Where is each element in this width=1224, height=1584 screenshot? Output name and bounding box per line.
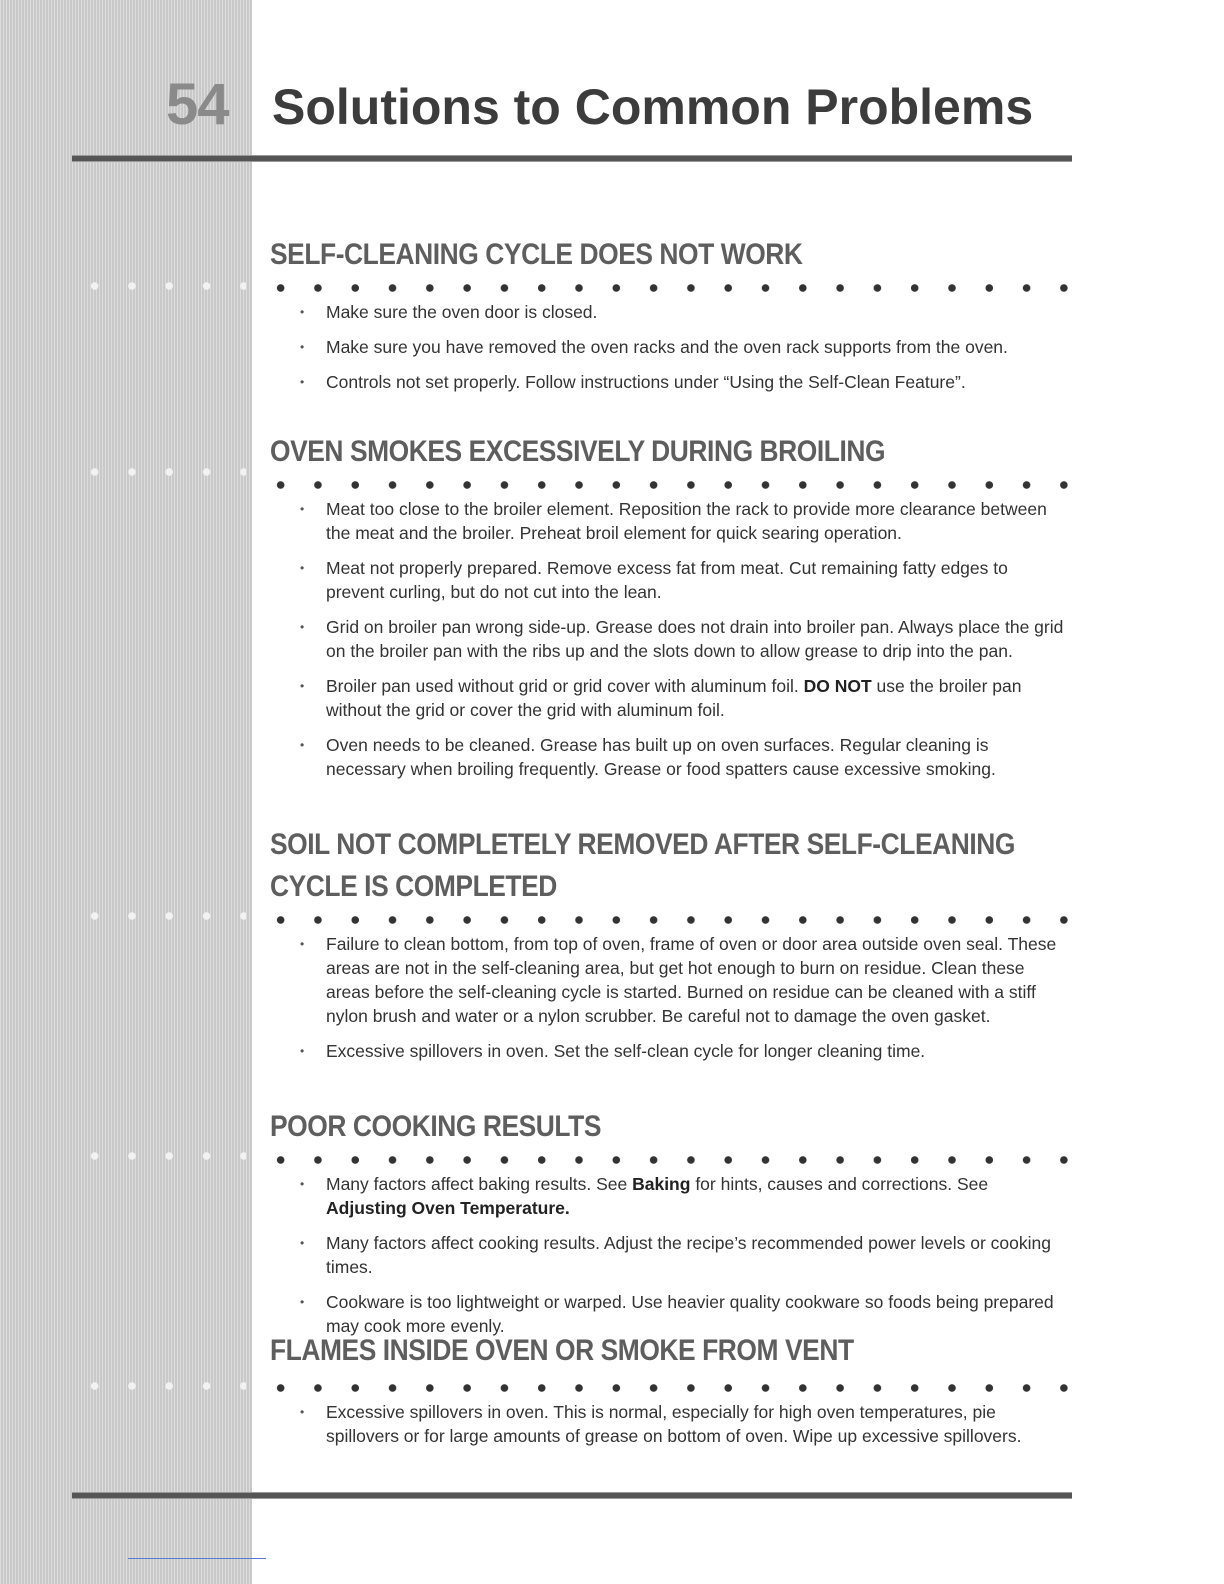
- list-item: • Grid on broiler pan wrong side-up. Grease does not drain into broiler pan. Always place the grid on the broiler pan with the ribs up and the slots down to allow grease to drip into the pan.: [270, 615, 1070, 663]
- section-title-line2: CYCLE IS COMPLETED: [270, 870, 557, 903]
- section-broiling-smoke: [270, 429, 1070, 792]
- section-title: OVEN SMOKES EXCESSIVELY DURING BROILING: [270, 435, 886, 468]
- list-item: • Oven needs to be cleaned. Grease has built up on oven surfaces. Regular cleaning is necessary when broiling frequently. Grease or food spatters cause excessive smoking.: [270, 733, 1070, 781]
- dotted-divider: [262, 479, 1070, 491]
- emphasis-text: Adjusting Oven Temperature.: [326, 1198, 570, 1218]
- bullet-list: [270, 497, 1070, 781]
- bullet-list: [270, 1172, 1070, 1338]
- dotted-divider: [262, 914, 1070, 926]
- bullet-list: [270, 300, 1070, 394]
- sidebar-dots: [76, 280, 246, 292]
- item-text: for hints, causes and corrections. See: [690, 1174, 989, 1194]
- footer-link-line: [128, 1558, 266, 1559]
- sidebar-dots: [76, 466, 246, 478]
- emphasis-text: DO NOT: [803, 676, 872, 696]
- list-item: • Failure to clean bottom, from top of oven, frame of oven or door area outside oven seal. These areas are not in the self-cleaning area, but get hot enough to burn on residue. Clean these areas before the self-cleaning cycle is started. Burned on residue can be cleaned with a stiff nylon brush and water or a nylon scrubber. Be careful not to damage the oven gasket.: [270, 932, 1070, 1028]
- bullet-list: [270, 1400, 1070, 1448]
- section-title: SELF-CLEANING CYCLE DOES NOT WORK: [270, 238, 803, 271]
- list-item: [270, 1172, 1070, 1220]
- list-item: • Controls not set properly. Follow instructions under “Using the Self-Clean Feature”.: [270, 370, 1070, 394]
- page-number: 54: [166, 72, 229, 137]
- bullet-list: [270, 932, 1070, 1063]
- list-item: • Cookware is too lightweight or warped. Use heavier quality cookware so foods being prepared may cook more evenly.: [270, 1290, 1070, 1338]
- list-item: • Excessive spillovers in oven. This is normal, especially for high oven temperatures, pie spillovers or for large amounts of grease on bottom of oven. Wipe up excessive spillovers.: [270, 1400, 1070, 1448]
- dotted-divider: [262, 1154, 1070, 1166]
- item-text: Many factors affect baking results. See: [326, 1174, 633, 1194]
- list-item: • Make sure you have removed the oven racks and the oven rack supports from the oven.: [270, 335, 1070, 359]
- sidebar-dots: [76, 1150, 246, 1162]
- header-rule: [72, 155, 1072, 162]
- list-item: • Meat too close to the broiler element. Reposition the rack to provide more clearance between the meat and the broiler. Preheat broil element for quick searing operation.: [270, 497, 1070, 545]
- section-poor-cooking: [270, 1104, 1070, 1349]
- section-title: FLAMES INSIDE OVEN OR SMOKE FROM VENT: [270, 1334, 854, 1367]
- sidebar-dots: [76, 1380, 246, 1392]
- section-title-line1: SOIL NOT COMPLETELY REMOVED AFTER SELF-CLEANING: [270, 828, 1015, 861]
- section-title: POOR COOKING RESULTS: [270, 1110, 602, 1143]
- list-item: [270, 674, 1070, 722]
- section-flames-smoke: [270, 1328, 1070, 1459]
- dotted-divider: [262, 282, 1070, 294]
- page-title: Solutions to Common Problems: [272, 79, 1034, 135]
- list-item: • Excessive spillovers in oven. Set the self-clean cycle for longer cleaning time.: [270, 1039, 1070, 1063]
- dotted-divider: [262, 1382, 1070, 1394]
- list-item: • Many factors affect cooking results. Adjust the recipe’s recommended power levels or cooking times.: [270, 1231, 1070, 1279]
- footer-rule: [72, 1492, 1072, 1499]
- emphasis-text: Baking: [632, 1174, 691, 1194]
- item-text: Broiler pan used without grid or grid cover with aluminum foil.: [326, 676, 804, 696]
- sidebar-band: [0, 0, 252, 1584]
- list-item: • Meat not properly prepared. Remove excess fat from meat. Cut remaining fatty edges to prevent curling, but do not cut into the lean.: [270, 556, 1070, 604]
- list-item: • Make sure the oven door is closed.: [270, 300, 1070, 324]
- sidebar-dots: [76, 910, 246, 922]
- section-soil-not-removed: [270, 822, 1070, 1074]
- section-self-cleaning: [270, 232, 1070, 405]
- item-text: use the broiler pan without the grid or cover the grid with aluminum foil.: [326, 676, 1022, 720]
